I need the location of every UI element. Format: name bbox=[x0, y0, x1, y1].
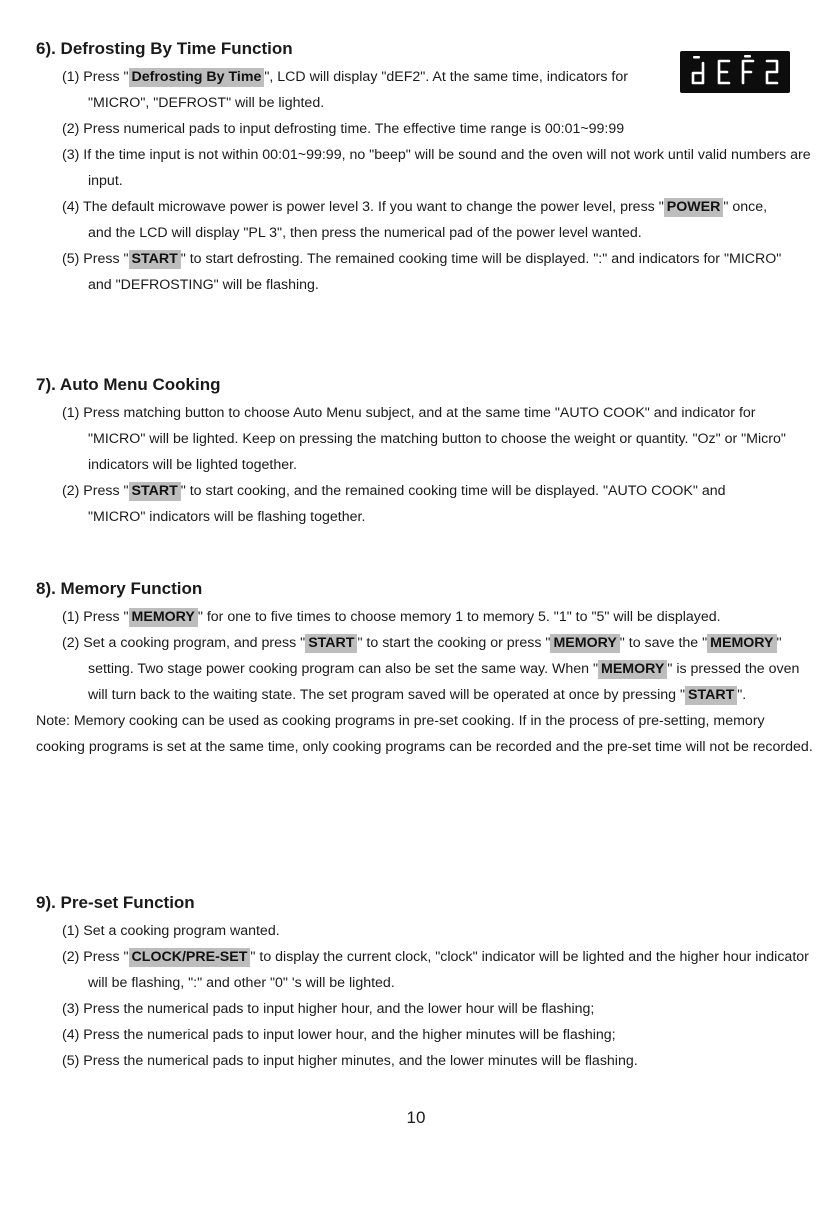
list-item: (1) Press " Defrosting By Time ", LCD will display "dEF2". At the same time, indicators for "MICRO", "DEFROST" will be lighted. bbox=[62, 69, 628, 111]
list-item: (1) Press " MEMORY " for one to five times to choose memory 1 to memory 5. "1" to "5" will be displayed. bbox=[62, 609, 721, 625]
key-label: START bbox=[685, 686, 737, 705]
section-title: 7). Auto Menu Cooking bbox=[36, 375, 221, 394]
key-label: CLOCK/PRE-SET bbox=[129, 948, 251, 967]
list-item: (5) Press the numerical pads to input higher minutes, and the lower minutes will be flashing. bbox=[62, 1053, 638, 1069]
list-item: (1) Set a cooking program wanted. bbox=[62, 923, 280, 939]
section-title: 9). Pre-set Function bbox=[36, 893, 195, 912]
note-text: Note: Memory cooking can be used as cooking programs in pre-set cooking. If in the process of pre-setting, memory cooking programs is set at the same time, only cooking programs can be recorded and the pre-set time will not be recorded. bbox=[36, 713, 813, 755]
key-label: Defrosting By Time bbox=[129, 68, 265, 87]
list-item: (4) Press the numerical pads to input lower hour, and the higher minutes will be flashing; bbox=[62, 1027, 616, 1043]
list-item: (2) Set a cooking program, and press " START " to start the cooking or press " MEMORY " to save the " MEMORY " setting. Two stage power cooking program can also be set the same way. When " MEMORY " is pressed the oven will turn back to the waiting state. The set program saved will be operated at once by pressing " START ". bbox=[62, 635, 800, 703]
list-item: (2) Press " CLOCK/PRE-SET " to display the current clock, "clock" indicator will be lighted and the higher hour indicator will be flashing, ":" and other "0" 's will be lighted. bbox=[62, 949, 809, 991]
section-memory bbox=[36, 578, 816, 760]
section-title: 8). Memory Function bbox=[36, 579, 203, 598]
list-item: (2) Press numerical pads to input defrosting time. The effective time range is 00:01~99:99 bbox=[62, 121, 625, 137]
key-label: START bbox=[129, 250, 181, 269]
key-label: START bbox=[305, 634, 357, 653]
key-label: POWER bbox=[664, 198, 724, 217]
list-item: (1) Press matching button to choose Auto Menu subject, and at the same time "AUTO COOK" and indicator for "MICRO" will be lighted. Keep on pressing the matching button to choose the weight or quantity. "Oz" or "Micro" indicators will be lighted together. bbox=[62, 405, 786, 473]
key-label: MEMORY bbox=[598, 660, 667, 679]
list-item: (4) The default microwave power is power level 3. If you want to change the power level, press " POWER " once, and the LCD will display "PL 3", then press the numerical pad of the power level wanted. bbox=[62, 199, 768, 241]
key-label: MEMORY bbox=[129, 608, 198, 627]
key-label: START bbox=[129, 482, 181, 501]
page-number: 10 bbox=[406, 1108, 426, 1127]
section-auto-menu bbox=[36, 374, 816, 530]
key-label: MEMORY bbox=[550, 634, 619, 653]
key-label: MEMORY bbox=[707, 634, 776, 653]
list-item: (2) Press " START " to start cooking, and the remained cooking time will be displayed. "AUTO COOK" and "MICRO" indicators will be flashing together. bbox=[62, 483, 726, 525]
section-title: 6). Defrosting By Time Function bbox=[36, 39, 293, 58]
list-item: (5) Press " START " to start defrosting. The remained cooking time will be displayed. ":" and indicators for "MICRO" and "DEFROSTING" will be flashing. bbox=[62, 251, 782, 293]
section-defrost-by-time bbox=[36, 38, 816, 298]
list-item: (3) If the time input is not within 00:01~99:99, no "beep" will be sound and the oven will not work until valid numbers are input. bbox=[62, 147, 811, 189]
list-item: (3) Press the numerical pads to input higher hour, and the lower hour will be flashing; bbox=[62, 1001, 595, 1017]
section-preset bbox=[36, 892, 816, 1074]
